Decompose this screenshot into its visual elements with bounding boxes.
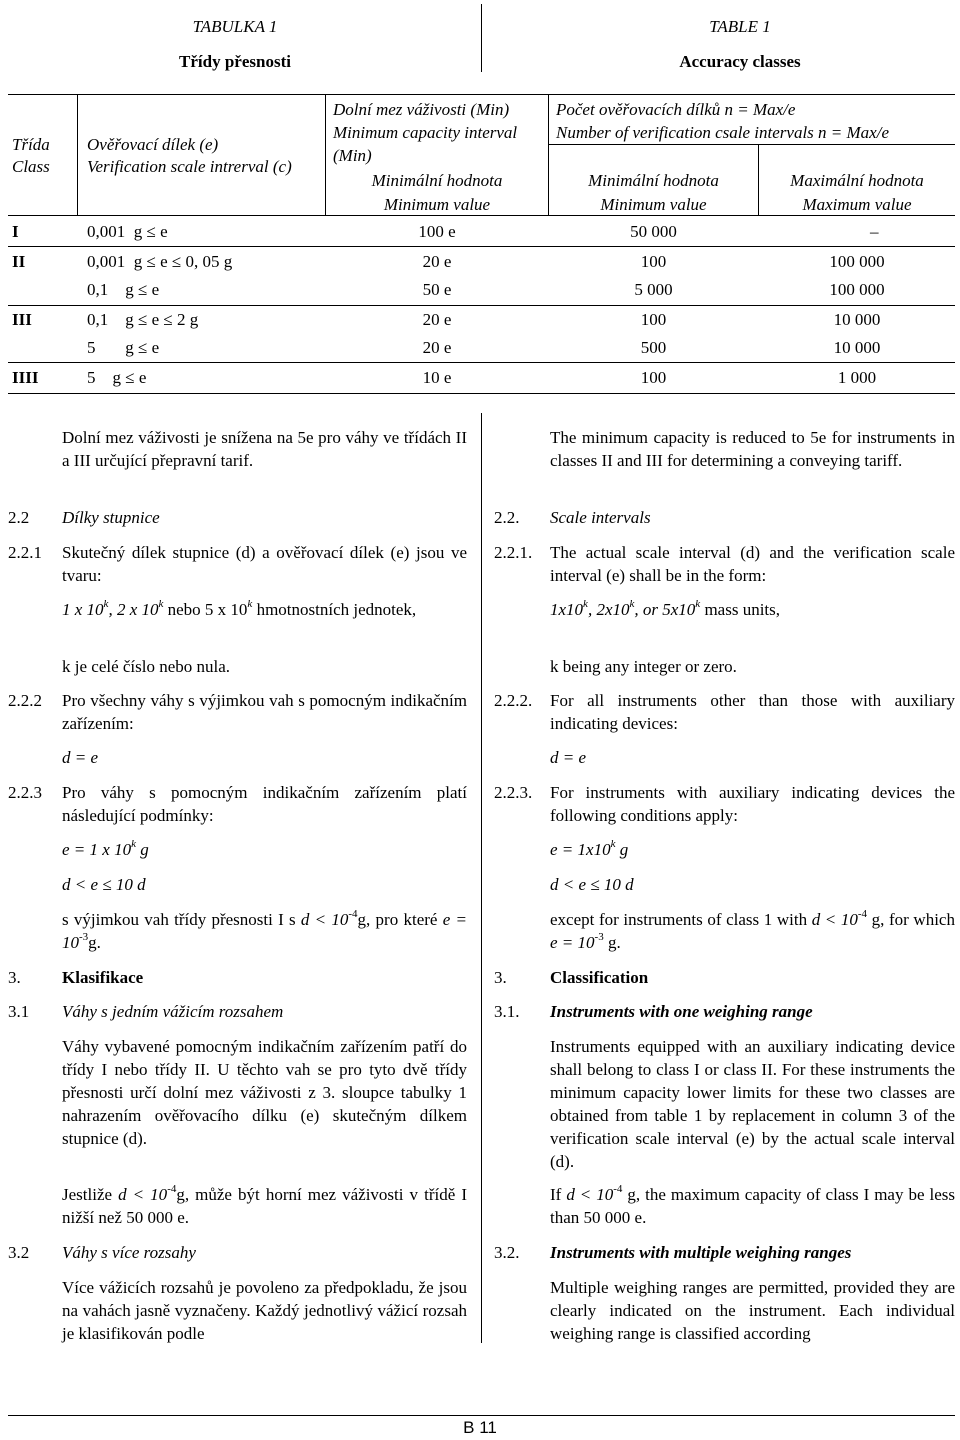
cz-s32-text: Více vážicích rozsahů je povoleno za předpokladu, že jsou na vahách jasně vyznačeny. Každý jednotlivý vážicí rozsah je klasifikován podle	[62, 1278, 467, 1343]
table-row-verification: 0,1 g ≤ e	[87, 280, 160, 299]
column-divider	[481, 413, 482, 1343]
header-min-cz: Dolní mez váživosti (Min)	[333, 100, 510, 119]
cz-intro: Dolní mez váživosti je snížena na 5e pro váhy ve třídách II a III určující přepravní tarif.	[62, 428, 467, 470]
header-class-cz: Třída	[12, 135, 50, 154]
en-s22-title: Scale intervals	[550, 508, 651, 527]
en-s31-num: 3.1.	[494, 1002, 520, 1021]
cz-s32-num: 3.2	[8, 1243, 30, 1262]
table-row-nmin: 5 000	[634, 280, 673, 299]
header-min-en: Minimum capacity interval	[333, 123, 518, 142]
header-n-en: Number of verification csale intervals n = Max/e	[556, 123, 889, 142]
table-row-nmin: 100	[640, 368, 667, 387]
header-nmin-en: Minimum value	[600, 195, 707, 214]
en-s31-title: Instruments with one weighing range	[550, 1002, 813, 1021]
table-row-verification: 0,1 g ≤ e ≤ 2 g	[87, 310, 199, 329]
table-row-sep-1	[8, 246, 955, 247]
cz-s31-p1: Váhy vybavené pomocným indikačním zařízením patří do třídy I nebo třídy II. U těchto vah se pro tyto dvě třídy přesnosti určí dolní mez váživosti z 3. sloupce tabulky 1 nahrazením ověřovacího dílku (e) skutečným dílkem stupnice (d).	[62, 1037, 467, 1148]
table-row-nmax: 10 000	[833, 338, 881, 357]
en-s223-eq1: $e = 1x10^k$ g	[550, 838, 629, 859]
en-s221-k: k being any integer or zero.	[550, 657, 737, 676]
cz-s22-num: 2.2	[8, 508, 30, 527]
table-row-nmin: 500	[640, 338, 667, 357]
table-row-min: 50 e	[422, 280, 452, 299]
header-divider	[481, 4, 482, 72]
table-row-min: 100 e	[418, 222, 456, 241]
en-s223-exception: except for instruments of class 1 with $d < 10^{-4}$ g, for which $e = 10^{-3}$ g.	[550, 908, 955, 952]
cz-s222-text: Pro všechny váhy s výjimkou vah s pomocným indikačním zařízením:	[62, 691, 467, 733]
table-row-nmin: 100	[640, 310, 667, 329]
table-row-verification: 0,001 g ≤ e ≤ 0, 05 g	[87, 252, 233, 271]
table-row-class: IIII	[12, 368, 39, 387]
table-row-verification: 5 g ≤ e	[87, 368, 147, 387]
en-s32-title: Instruments with multiple weighing ranges	[550, 1243, 852, 1262]
table-row-nmax: 100 000	[829, 280, 885, 299]
cz-s223-num: 2.2.3	[8, 783, 42, 802]
table-row-nmax: 100 000	[829, 252, 885, 271]
en-s223-eq2: d < e ≤ 10 d	[550, 875, 634, 894]
header-nmax-en: Maximum value	[802, 195, 912, 214]
table-col-sep-1	[77, 94, 78, 216]
table-row-min: 20 e	[422, 310, 452, 329]
footer-rule	[8, 1415, 955, 1416]
cz-s22-title: Dílky stupnice	[62, 508, 160, 527]
header-n-cz: Počet ověřovacích dílků n = Max/e	[556, 100, 796, 119]
en-s32-text: Multiple weighing ranges are permitted, provided they are clearly indicated on the instrument. Each individual weighing range is classified according	[550, 1278, 955, 1343]
table-row-nmax: –	[870, 222, 879, 241]
en-s3-title: Classification	[550, 968, 649, 987]
table-row-verification: 5 g ≤ e	[87, 338, 160, 357]
table-row-sep-2	[8, 305, 955, 306]
table-n-header-sep	[548, 144, 955, 145]
en-s3-num: 3.	[494, 968, 507, 987]
en-table-title: TABLE 1	[709, 17, 771, 36]
table-row-nmax: 1 000	[837, 368, 877, 387]
cz-table-title: TABULKA 1	[192, 17, 278, 36]
en-s22-num: 2.2.	[494, 508, 520, 527]
cz-s31-num: 3.1	[8, 1002, 30, 1021]
en-s31-p1: Instruments equipped with an auxiliary indicating device shall belong to class I or class II. For these instruments the minimum capacity lower limits for these two classes are obtained from table 1 by replacement in column 3 of the verification scale interval (e) by the actual scale interval (d).	[550, 1037, 955, 1171]
header-verification-cz: Ověřovací dílek (e)	[87, 135, 219, 154]
en-s222-num: 2.2.2.	[494, 691, 533, 710]
table-row-class: III	[12, 310, 32, 329]
cz-s221-formula: 1 x 10$^k$, 2 x 10$^k$ nebo 5 x 10$^k$ hmotnostních jednotek,	[62, 598, 417, 619]
cz-s31-title: Váhy s jedním vážicím rozsahem	[62, 1002, 284, 1021]
en-s32-num: 3.2.	[494, 1243, 520, 1262]
table-row-nmin: 100	[640, 252, 667, 271]
header-min-sub-en: Minimum value	[383, 195, 491, 214]
cz-s223-eq2: d < e ≤ 10 d	[62, 875, 146, 894]
en-intro: The minimum capacity is reduced to 5e for instruments in classes II and III for determining a conveying tariff.	[550, 428, 955, 470]
cz-s222-eq: d = e	[62, 748, 99, 767]
en-s31-p2: If $d < 10^{-4}$ g, the maximum capacity of class I may be less than 50 000 e.	[550, 1183, 955, 1227]
cz-table-subtitle: Třídy přesnosti	[179, 52, 291, 71]
table-row-verification: 0,001 g ≤ e	[87, 222, 168, 241]
table-row-class: I	[12, 222, 19, 241]
en-s222-text: For all instruments other than those with auxiliary indicating devices:	[550, 691, 955, 733]
table-row-nmax: 10 000	[833, 310, 881, 329]
header-min-sub-cz: Minimální hodnota	[371, 171, 503, 190]
table-header-bottom	[8, 215, 955, 216]
header-verification-en: Verification scale intrerval (c)	[87, 157, 292, 176]
table-row-sep-3	[8, 362, 955, 363]
header-min-en-2: (Min)	[333, 146, 372, 165]
cz-s221-text: Skutečný dílek stupnice (d) a ověřovací dílek (e) jsou ve tvaru:	[62, 543, 467, 585]
en-s221-text: The actual scale interval (d) and the verification scale interval (e) shall be in the form:	[550, 543, 955, 585]
en-s221-formula: 1x10$^k$, 2x10$^k$, or 5x10$^k$ mass units,	[550, 598, 780, 619]
cz-s223-exception: s výjimkou vah třídy přesnosti I s $d < 10^{-4}g$, pro které $e = 10^{-3}g$.	[62, 908, 467, 952]
en-s222-eq: d = e	[550, 748, 587, 767]
page-number: B 11	[463, 1418, 497, 1437]
cz-s31-p2: Jestliže $d < 10^{-4}g$, může být horní mez váživosti v třídě I nižší než 50 000 e.	[62, 1183, 467, 1227]
table-row-min: 20 e	[422, 252, 452, 271]
table-row-min: 10 e	[422, 368, 452, 387]
en-s221-num: 2.2.1.	[494, 543, 533, 562]
table-row-min: 20 e	[422, 338, 452, 357]
en-s223-text: For instruments with auxiliary indicating devices the following conditions apply:	[550, 783, 955, 825]
cz-s32-title: Váhy s více rozsahy	[62, 1243, 196, 1262]
en-s223-num: 2.2.3.	[494, 783, 533, 802]
cz-s3-title: Klasifikace	[62, 968, 144, 987]
table-row-class: II	[12, 252, 26, 271]
table-top-border	[8, 94, 955, 95]
header-class-en: Class	[12, 157, 50, 176]
cz-s221-num: 2.2.1	[8, 543, 42, 562]
table-bottom-border	[8, 393, 955, 394]
header-nmin-cz: Minimální hodnota	[588, 171, 719, 190]
header-nmax-cz: Maximální hodnota	[790, 171, 924, 190]
cz-s223-eq1: e = 1 x 10$^k$ g	[62, 838, 149, 859]
cz-s3-num: 3.	[8, 968, 21, 987]
cz-s221-k: k je celé číslo nebo nula.	[62, 657, 231, 676]
cz-s222-num: 2.2.2	[8, 691, 42, 710]
table-row-nmin: 50 000	[630, 222, 677, 241]
cz-s223-text: Pro váhy s pomocným indikačním zařízením platí následující podmínky:	[62, 783, 467, 825]
en-table-subtitle: Accuracy classes	[679, 52, 801, 71]
